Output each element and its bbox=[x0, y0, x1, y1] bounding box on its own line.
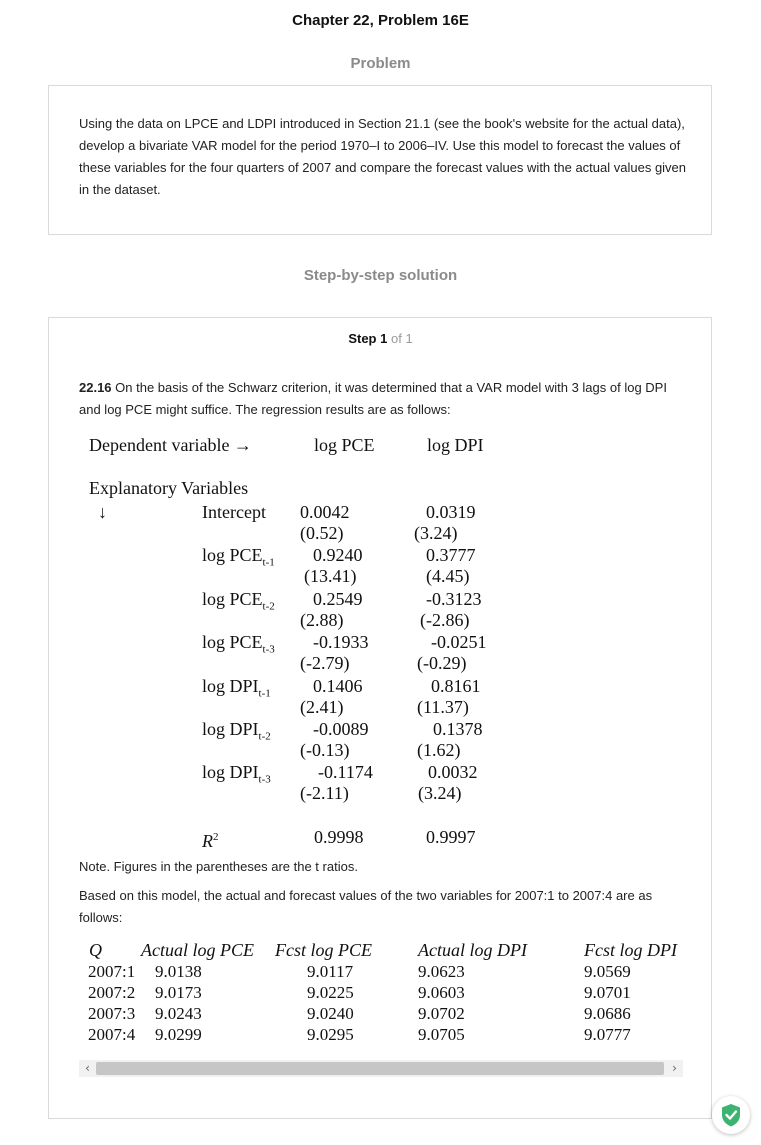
fcst-pce-cell: 9.0225 bbox=[307, 983, 354, 1002]
fcst-dpi-cell: 9.0686 bbox=[584, 1004, 631, 1023]
regressor-label bbox=[202, 632, 275, 660]
lag-subscript: t-2 bbox=[262, 600, 275, 613]
step-total: of 1 bbox=[390, 331, 413, 346]
fcst-dpi-cell: 9.0569 bbox=[584, 962, 631, 981]
coef-pce: -0.1174 bbox=[318, 762, 373, 782]
coef-pce: 0.1406 bbox=[313, 676, 363, 696]
regressor-label bbox=[202, 545, 275, 573]
coef-pce: 0.0042 bbox=[300, 502, 350, 522]
t-ratio-dpi: (4.45) bbox=[426, 566, 470, 586]
actual-dpi-cell: 9.0705 bbox=[418, 1025, 465, 1044]
forecast-header-q: Q bbox=[89, 940, 102, 960]
regressor-label bbox=[202, 676, 271, 704]
t-ratio-dpi: (-2.86) bbox=[420, 610, 470, 630]
step-number: 1 bbox=[380, 331, 388, 346]
explanatory-variables-label: Explanatory Variables bbox=[89, 478, 249, 498]
lag-subscript: t-1 bbox=[258, 687, 271, 700]
coef-dpi: -0.3123 bbox=[426, 589, 482, 609]
regressor-name: log PCE bbox=[202, 545, 263, 565]
lag-subscript: t-3 bbox=[262, 643, 275, 656]
solution-heading: Step-by-step solution bbox=[303, 267, 458, 284]
fcst-pce-cell: 9.0240 bbox=[307, 1004, 354, 1023]
regressor-label bbox=[202, 502, 266, 522]
coef-dpi: -0.0251 bbox=[431, 632, 487, 652]
down-arrow-icon: ↓ bbox=[98, 502, 107, 522]
page-title: Chapter 22, Problem 16E bbox=[292, 12, 469, 29]
scroll-left-icon[interactable]: ‹ bbox=[85, 1061, 90, 1075]
r-letter: R bbox=[202, 831, 213, 851]
actual-pce-cell: 9.0243 bbox=[155, 1004, 202, 1023]
step-indicator bbox=[0, 331, 761, 346]
t-ratio-dpi: (1.62) bbox=[417, 740, 461, 760]
quarter-cell: 2007:2 bbox=[88, 983, 136, 1002]
t-ratio-dpi: (11.37) bbox=[417, 697, 469, 717]
regressor-name: log DPI bbox=[202, 676, 259, 696]
forecast-header-actual-pce: Actual log PCE bbox=[141, 940, 254, 960]
coef-dpi: 0.0032 bbox=[428, 762, 478, 782]
fcst-pce-cell: 9.0117 bbox=[307, 962, 354, 981]
regressor-label bbox=[202, 719, 271, 747]
lag-subscript: t-3 bbox=[258, 773, 271, 786]
actual-pce-cell: 9.0138 bbox=[155, 962, 202, 981]
col-header-log-dpi: log DPI bbox=[427, 435, 484, 455]
lag-subscript: t-1 bbox=[262, 556, 275, 569]
forecast-header-fcst-dpi: Fcst log DPI bbox=[584, 940, 677, 960]
coef-dpi: 0.3777 bbox=[426, 545, 476, 565]
t-ratio-pce: (13.41) bbox=[304, 566, 357, 586]
problem-heading: Problem bbox=[350, 55, 411, 72]
coef-pce: 0.2549 bbox=[313, 589, 363, 609]
regressor-name: log PCE bbox=[202, 632, 263, 652]
regressor-name: Intercept bbox=[202, 502, 266, 522]
intro-text: On the basis of the Schwarz criterion, it was determined that a VAR model with 3 lags of log DPI and log PCE might suffice. The regression results are as follows: bbox=[79, 380, 667, 417]
regressor-label bbox=[202, 589, 275, 617]
r-squared-pce: 0.9998 bbox=[314, 827, 364, 847]
regressor-name: log PCE bbox=[202, 589, 263, 609]
regressor-name: log DPI bbox=[202, 719, 259, 739]
coef-pce: -0.0089 bbox=[313, 719, 369, 739]
step-intro bbox=[79, 377, 691, 421]
actual-pce-cell: 9.0173 bbox=[155, 983, 202, 1002]
regressor-name: log DPI bbox=[202, 762, 259, 782]
t-ratio-pce: (-2.11) bbox=[300, 783, 349, 803]
problem-text: Using the data on LPCE and LDPI introduced in Section 21.1 (see the book's website for the actual data), develop a bivariate VAR model for the period 1970–I to 2006–IV. Use this model to forecast the values of these variables for the four quarters of 2007 and compare the forecast values with the actual values given in the dataset. bbox=[79, 116, 687, 197]
t-ratio-pce: (0.52) bbox=[300, 523, 344, 543]
t-ratio-pce: (2.88) bbox=[300, 610, 344, 630]
t-ratio-dpi: (3.24) bbox=[418, 783, 462, 803]
fcst-dpi-cell: 9.0701 bbox=[584, 983, 631, 1002]
actual-dpi-cell: 9.0702 bbox=[418, 1004, 465, 1023]
coef-pce: 0.9240 bbox=[313, 545, 363, 565]
actual-pce-cell: 9.0299 bbox=[155, 1025, 202, 1044]
coef-pce: -0.1933 bbox=[313, 632, 369, 652]
dependent-variable-label: Dependent variable → bbox=[89, 435, 252, 455]
col-header-log-pce: log PCE bbox=[314, 435, 375, 455]
actual-dpi-cell: 9.0623 bbox=[418, 962, 465, 981]
security-shield-badge[interactable] bbox=[712, 1096, 750, 1134]
quarter-cell: 2007:4 bbox=[88, 1025, 136, 1044]
fcst-pce-cell: 9.0295 bbox=[307, 1025, 354, 1044]
coef-dpi: 0.8161 bbox=[431, 676, 481, 696]
note-text: Note. Figures in the parentheses are the t ratios. bbox=[79, 859, 358, 874]
coef-dpi: 0.0319 bbox=[426, 502, 476, 522]
scrollbar-thumb[interactable] bbox=[96, 1062, 664, 1075]
t-ratio-dpi: (3.24) bbox=[414, 523, 458, 543]
quarter-cell: 2007:1 bbox=[88, 962, 136, 981]
step-word: Step bbox=[348, 331, 377, 346]
t-ratio-pce: (2.41) bbox=[300, 697, 344, 717]
fcst-dpi-cell: 9.0777 bbox=[584, 1025, 631, 1044]
regressor-label bbox=[202, 762, 271, 790]
t-ratio-dpi: (-0.29) bbox=[417, 653, 467, 673]
t-ratio-pce: (-0.13) bbox=[300, 740, 350, 760]
quarter-cell: 2007:3 bbox=[88, 1004, 136, 1023]
r-squared-label bbox=[202, 827, 219, 851]
r-squared-dpi: 0.9997 bbox=[426, 827, 476, 847]
t-ratio-pce: (-2.79) bbox=[300, 653, 350, 673]
forecast-header-fcst-pce: Fcst log PCE bbox=[275, 940, 372, 960]
actual-dpi-cell: 9.0603 bbox=[418, 983, 465, 1002]
scroll-right-icon[interactable]: › bbox=[672, 1061, 677, 1075]
coef-dpi: 0.1378 bbox=[433, 719, 483, 739]
r-squared-exponent: 2 bbox=[213, 831, 219, 843]
lag-subscript: t-2 bbox=[258, 730, 271, 743]
shield-check-icon bbox=[712, 1096, 750, 1134]
forecast-intro: Based on this model, the actual and forecast values of the two variables for 2007:1 to 2007:4 are as follows: bbox=[79, 888, 653, 925]
forecast-header-actual-dpi: Actual log DPI bbox=[418, 940, 527, 960]
problem-number: 22.16 bbox=[79, 380, 112, 395]
